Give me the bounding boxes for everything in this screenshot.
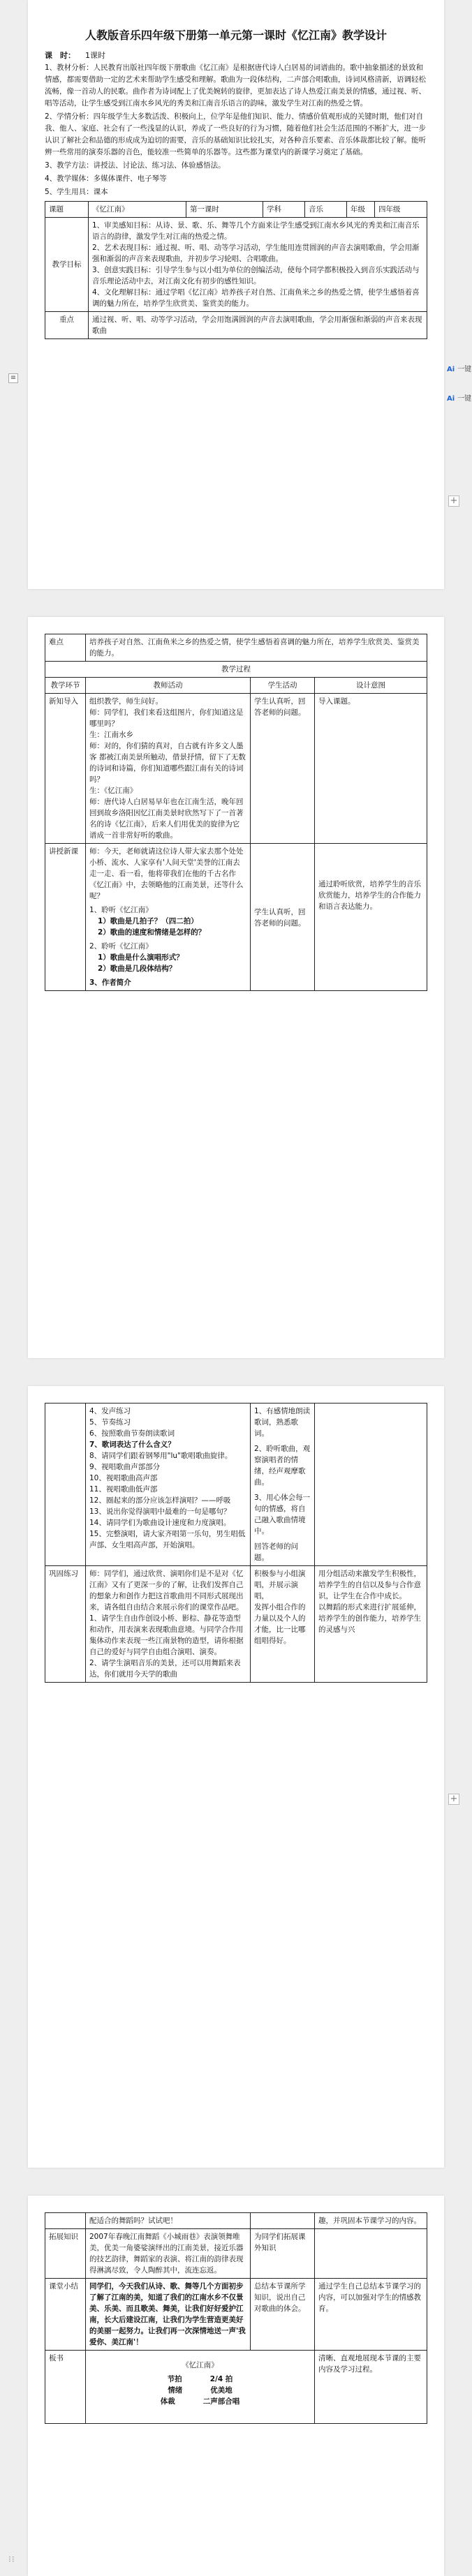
table-row: 难点 培养孩子对自然、江南鱼米之乡的热爱之情，使学生感悟着喜调的魅力所在，培养学生欣赏美、鉴赏美的能力。 [45, 634, 427, 662]
item-tools: 5、学生用具：课本 [45, 188, 108, 196]
table-row: 教学目标 1、审美感知目标：从诗、景、歌、乐、舞等几个方面来让学生感受到江南水乡风光的秀美和江南音乐语言的韵律，激发学生对江南的热爱之情。 2、艺术表现目标：通过视、听、唱、动等学习活动，学生能用连贯圆润的声音去演唱歌曲，学会用渐强和渐弱的声音来表现歌曲，并初步学习轮唱、合唱歌曲。 3、创意实践目标：引导学生参与以小组为单位的创编活动，使每个同学都积极投入到音乐实践活动与音乐理论活动中去，对江南文化有初步的感性知识。 4、文化理解目标：通过学唱《忆江南》培养孩子对自然、江南鱼米之乡的热爱之情，使学生感悟着喜调的魅力所在，培养学生欣赏美、鉴赏美的能力。 [45, 218, 427, 312]
drag-handle-icon[interactable]: ⁝⁝ [8, 2554, 15, 2564]
page-3 [28, 1386, 444, 2168]
ai-assistant-button-2[interactable]: Ai 一键 [447, 395, 472, 403]
table-header-row: 教学环节 教师活动 学生活动 设计意图 [45, 678, 427, 694]
board-title: 《忆江南》 [182, 2361, 219, 2369]
lesson-table [45, 201, 427, 339]
table-row: 巩固练习 师：同学们，通过欣赏、演唱你们是不是对《忆江南》又有了更深一步的了解，让我们发挥自己的想象力和创作力把这首歌曲用不同形式展现出来，请各组自由结合来展示你们的课堂作品吧。 1、请学生自由作创设小桥、影棕、静花等造型和动作，用表演来表现歌曲意境。与同学合作用集体动作来表现一些江南景物的造型，请你根据自己的爱好与同学自由组合演唱、演奏。 2、请学生演唱音乐的美景，还可以用舞蹈来表达，你们就用今天学的歌曲 积极参与小组演唱，并展示演唱， 发挥小组合作的力量以及个人的才能，比一比哪组唱得好。 用分组活动来激发学生积极性，培养学生的自信以及参与合作意识，让学生在合作中成长。 以舞蹈的形式来进行扩展延伸，培养学生的创作能力，培养学生的灵感与兴 [45, 1566, 427, 1683]
intro-items [45, 62, 427, 198]
add-block-icon[interactable]: + [448, 496, 459, 507]
table-row: 重点 通过视、听、唱、动等学习活动，学会用饱满圆润的声音去演唱歌曲，学会用渐强和渐弱的声音来表现歌曲 [45, 312, 427, 339]
board-row-2: 情绪 优美地 [168, 2386, 233, 2395]
table-row: 新知导入 组织教学，师生问好。 师：同学们，我们来看这组图片，你们知道这是哪里吗？ 生：江南水乡 师：对的，你们猜的真对，自古就有许多文人墨客 都被江南美景所触动，借景抒情，留下了无数的诗词和诗篇，你们知道哪些跟江南有关的诗词吗？ 生：《忆江南》 师：唐代诗人白居易早年也在江南生活，晚年回回到故乡洛阳因忆江南美景时欣然写下了一首著名的诗《忆江南》，后来人们用优美的旋律为它谱成一首非常好听的歌曲。 学生认真听，回答老师的问题。 导入课题。 [45, 694, 427, 844]
table-row: 配适合的舞蹈吗？试试吧！ 趣，并巩固本节课学习的内容。 [45, 2213, 427, 2229]
sidebar-toggle-icon[interactable]: ≡ [8, 373, 18, 383]
page-1 [28, 0, 444, 589]
item-media: 4、教学媒体：多媒体课件、电子琴等 [45, 174, 167, 183]
item-analysis: 1、教材分析：人民教育出版社四年级下册歌曲《忆江南》是根据唐代诗人白居易的词谱曲的。歌中抽象描述的景致和情感，都需要借助一定的艺术来帮助学生感受和理解。歌曲为一段体结构，二声部合唱歌曲，诗词风格清新，语调轻松流畅，像一首动人的民歌。曲作者为诗词配上了优美婉转的旋律，更加表达了诗人热爱江南美景的情感，通过视、听、唱等活动，让学生感受到江南水乡风光的秀美和江南音乐语言的韵味，激发学生对江南的热爱之情。 [45, 64, 426, 107]
document-title: 人教版音乐四年级下册第一单元第一课时《忆江南》教学设计 [84, 29, 387, 42]
item-learner: 2、学情分析：四年级学生大多数活泼、积极向上，位学年是他们知识、能力、情感价值观形成的关键时期，他们对自我、他人、家庭、社会有了一些浅显的认识，养成了一些良好的行为习惯，随着他们社会生活范围的不断扩大，进一步认识了解社会和品德的形成成为迫切的需要，音乐的基础知识比较扎实，对各种音乐要素、音乐体裁都比较了解。能听辨一些常用的演奏乐器的音色，能较准一些简单的乐器等。这些都为课堂内的新课学习奠定了基础。 [45, 112, 426, 156]
page-4 [28, 2196, 444, 2576]
goal-4: 4、文化理解目标：通过学唱《忆江南》培养孩子对自然、江南鱼米之乡的热爱之情，使学生感悟着喜调的魅力所在，培养学生欣赏美、鉴赏美的能力。 [92, 288, 420, 308]
course-hours: 课 时： 1课时 [45, 51, 105, 60]
summary-table [45, 2212, 427, 2424]
ai-assistant-button[interactable]: Ai 一键 [447, 366, 472, 373]
table-row: 课堂小结 同学们，今天我们从诗、歌、舞等几个方面初步了解了江南的美，知道了我们的江南水乡不仅景美、乐美、而且歌美、舞美，让我们好好爱护江南，长大后建设江南，让我们为学生营造更美好的美丽一起努力。让我们再一次深情地送一声'我爱你、美江南'！ 总结本节课所学知识，说出自己对歌曲的体会。 通过学生自己总结本节课学习的内容，可以加强对学生的情感教育。 [45, 2279, 427, 2351]
board-row-1: 节拍 2/4 拍 [167, 2375, 233, 2383]
goal-1: 1、审美感知目标：从诗、景、歌、乐、舞等几个方面来让学生感受到江南水乡风光的秀美和江南音乐语言的韵律，激发学生对江南的热爱之情。 [92, 221, 420, 241]
table-row: 课题 《忆江南》 第一课时 学科 音乐 年级 四年级 [45, 202, 427, 218]
board-row-3: 体裁 二声部合唱 [160, 2397, 240, 2406]
item-methods: 3、教学方法：讲授法、讨论法、练习法、体验感悟法。 [45, 161, 226, 170]
table-row: 板书 《忆江南》 节拍 2/4 拍 情绪 优美地 体裁 二声部合唱 清晰、直观地展现本节课的主要内容及学习过程。 [45, 2351, 427, 2424]
practice-table [45, 1403, 427, 1683]
goal-3: 3、创意实践目标：引导学生参与以小组为单位的创编活动，使每个同学都积极投入到音乐实践活动与音乐理论活动中去，对江南文化有初步的感性知识。 [92, 266, 420, 285]
process-table [45, 634, 427, 991]
table-row: 拓展知识 2007年春晚江南舞蹈《小城雨巷》表演领舞唯美，优美一角婆娑演绎出的江南美景，接近乐器的技艺韵律，舞蹈家的表演、将江南的韵律表现得淋漓尽致，令人陶醉其中，流连忘返。 为同学们拓展课外知识 [45, 2229, 427, 2279]
table-row: 4、发声练习 5、节奏练习 6、按照歌曲节奏朗读歌词 7、歌词表达了什么含义？ 8、请同学们跟着钢琴用"lu"歌唱歌曲旋律。 9、视唱歌曲声部部分 10、视唱歌曲高声部 11、视唱歌曲低声部 12、圈起来的部分应该怎样演唱？——呼吸 13、说出你觉得演唱中最难的一句是哪句？ 14、请同学们为歌曲设计速度和力度演唱。 15、完整演唱，请大家齐唱第一乐句，男生唱低声部、女生唱高声部，开始演唱。 1、有感情地朗读歌词，熟悉歌词。 2、聆听歌曲，观察演唱者的情绪，经声观摩歌曲。 3、用心体会每一句的情感，将自己融入歌曲情境中。 回答老师的问题。 [45, 1404, 427, 1566]
page-2 [28, 617, 444, 1358]
table-row: 讲授新课 师：今天，老师就请这位诗人带大家去那个处处小桥、流水、人家享有'人间天堂'美誉的江南去走一走、看一看，他将带我们在他的千古名作《忆江南》中，去领略他的江南美景，还等什么呢？ 1、聆听《忆江南》 1）歌曲是几拍子？（四二拍） 2）歌曲的速度和情绪是怎样的？ 2、聆听《忆江南》 1）歌曲是什么演唱形式？ 2）歌曲是几段体结构？ 3、作者简介 学生认真听，回答老师的问题。 通过聆听欣赏，培养学生的音乐欣赏能力，培养学生的合作能力和语言表达能力。 [45, 844, 427, 991]
goal-2: 2、艺术表现目标：通过视、听、唱、动等学习活动，学生能用连贯圆润的声音去演唱歌曲，学会用渐强和渐弱的声音来表现歌曲，并初步学习轮唱、合唱歌曲。 [92, 244, 420, 263]
add-block-icon-2[interactable]: + [448, 1794, 459, 1805]
table-row: 教学过程 [45, 662, 427, 678]
